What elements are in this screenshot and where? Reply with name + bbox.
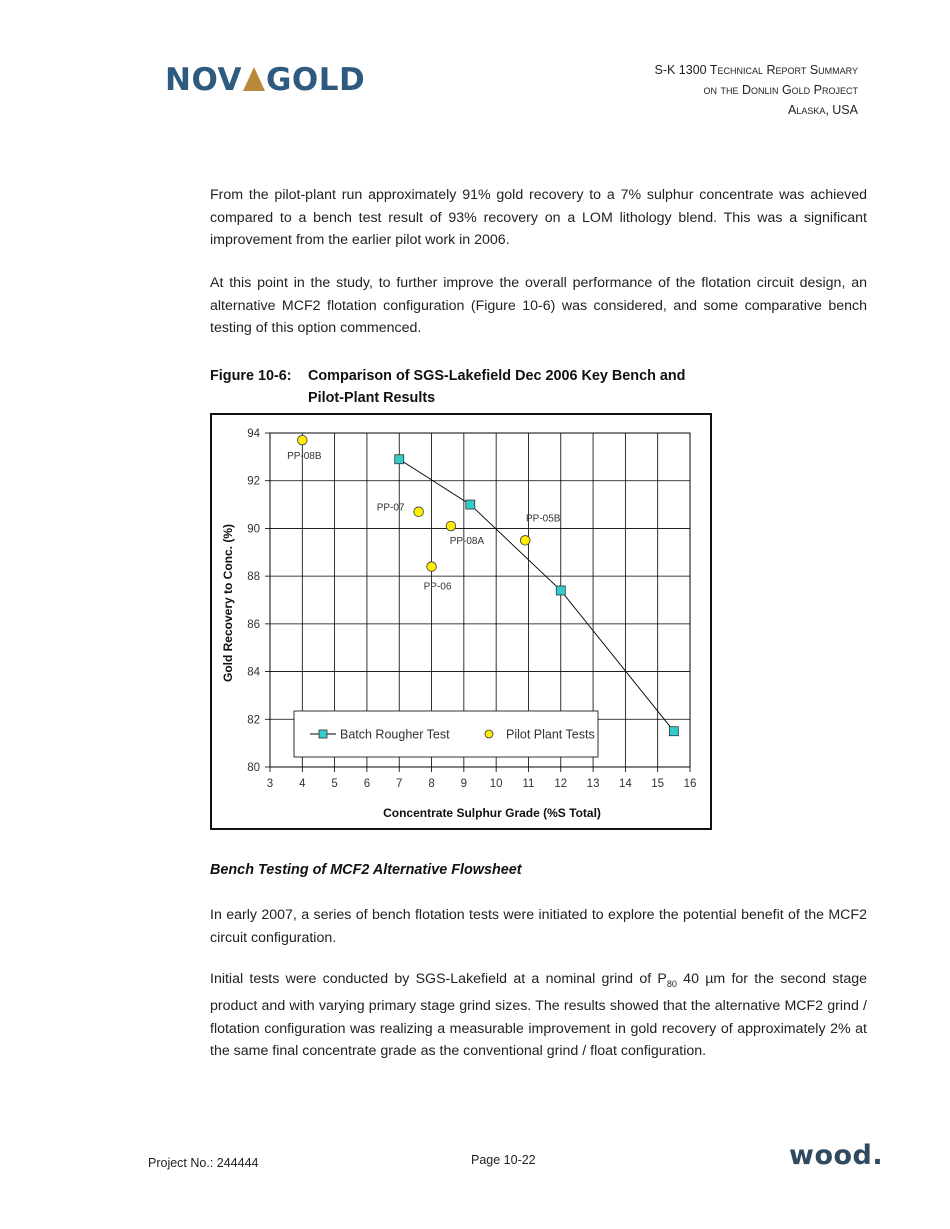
y-tick-label: 82 — [247, 714, 260, 727]
figure-title-line-1: Comparison of SGS-Lakefield Dec 2006 Key Bench and — [308, 368, 686, 384]
scatter-chart — [212, 415, 710, 828]
batch-rougher-point — [466, 500, 475, 509]
pilot-plant-point — [520, 536, 530, 546]
y-tick-label: 92 — [247, 475, 260, 488]
page-number: Page 10-22 — [471, 1153, 536, 1167]
y-tick-label: 86 — [247, 618, 260, 631]
x-tick-label: 6 — [363, 778, 371, 790]
pilot-plant-point — [298, 435, 308, 445]
figure-number: Figure 10-6: — [210, 368, 292, 384]
pilot-point-label: PP-08A — [449, 536, 485, 548]
y-tick-label: 80 — [247, 762, 260, 774]
logo-text-left: NOV — [165, 62, 242, 98]
pilot-point-label: PP-05B — [525, 513, 561, 525]
legend-batch-label: Batch Rougher Test — [340, 727, 450, 742]
paragraph-3: In early 2007, a series of bench flotation tests were initiated to explore the potential benefit of the MCF2 circuit configuration. — [210, 907, 867, 946]
section-subheading: Bench Testing of MCF2 Alternative Flowsheet — [210, 862, 522, 878]
x-tick-label: 12 — [554, 778, 568, 790]
x-tick-label: 14 — [618, 778, 632, 790]
paragraph-4-part-2: 40 µm for the second stage product and with varying primary stage grind sizes. The results showed that the alternative MCF2 grind / flotation configuration was realizing a measurable improvement in gold recovery of approximately 2% at the same final concentrate grade as the conventional grind / float configuration. — [210, 971, 868, 1060]
logo-text-right: GOLD — [265, 62, 366, 98]
x-tick-label: 5 — [331, 778, 338, 790]
figure-title-line-2: Pilot-Plant Results — [308, 390, 436, 406]
batch-rougher-point — [395, 455, 404, 464]
paragraph-4-part-1: Initial tests were conducted by SGS-Lakefield at a nominal grind of P — [210, 971, 667, 987]
batch-rougher-point — [556, 586, 565, 595]
header-line-3: Alaska, USA — [787, 103, 858, 117]
wood-logo: wood. — [789, 1140, 884, 1171]
legend-pilot-label: Pilot Plant Tests — [506, 727, 595, 742]
header-line-2: on the Donlin Gold Project — [703, 83, 858, 97]
legend-batch-marker — [319, 730, 327, 738]
x-tick-label: 15 — [651, 778, 665, 790]
x-tick-label: 16 — [683, 778, 697, 790]
legend-pilot-marker — [485, 730, 493, 738]
x-tick-label: 4 — [299, 778, 306, 790]
y-tick-label: 84 — [247, 666, 260, 679]
x-tick-label: 9 — [460, 778, 468, 790]
p80-subscript: 80 — [666, 978, 677, 989]
pilot-point-label: PP-08B — [287, 451, 322, 463]
y-tick-label: 90 — [247, 523, 260, 536]
x-tick-label: 8 — [428, 778, 435, 790]
paragraph-4 — [210, 968, 867, 1063]
report-header — [655, 60, 859, 120]
x-tick-label: 10 — [489, 778, 503, 790]
x-axis-title: Concentrate Sulphur Grade (%S Total) — [383, 806, 601, 820]
y-tick-label: 88 — [247, 571, 260, 584]
logo-triangle-icon — [243, 67, 265, 91]
pilot-plant-point — [414, 507, 424, 517]
x-tick-label: 13 — [586, 778, 600, 790]
paragraph-1: From the pilot-plant run approximately 91% gold recovery to a 7% sulphur concentrate was achieved compared to a bench test result of 93% recovery on a LOM lithology blend. This was a significant improvement from the earlier pilot work in 2006. — [210, 187, 867, 248]
x-tick-label: 7 — [396, 778, 403, 790]
batch-rougher-line — [399, 459, 674, 731]
x-tick-label: 11 — [522, 778, 535, 790]
pilot-point-label: PP-07 — [376, 502, 405, 514]
figure-caption — [210, 365, 685, 409]
header-line-1: S-K 1300 Technical Report Summary — [654, 63, 858, 77]
batch-rougher-point — [669, 727, 678, 736]
pilot-plant-point — [446, 521, 456, 531]
y-axis-title: Gold Recovery to Conc. (%) — [221, 523, 235, 683]
paragraph-2: At this point in the study, to further improve the overall performance of the flotation circuit design, an alternative MCF2 flotation configuration (Figure 10-6) was considered, and some comparative bench testing of this option commenced. — [210, 275, 867, 336]
x-tick-label: 3 — [266, 778, 274, 790]
pilot-point-label: PP-06 — [423, 581, 452, 593]
project-number: Project No.: 244444 — [148, 1156, 259, 1170]
chart-frame — [210, 413, 712, 830]
novagold-logo — [165, 62, 365, 98]
pilot-plant-point — [427, 562, 437, 572]
y-tick-label: 94 — [247, 428, 260, 440]
